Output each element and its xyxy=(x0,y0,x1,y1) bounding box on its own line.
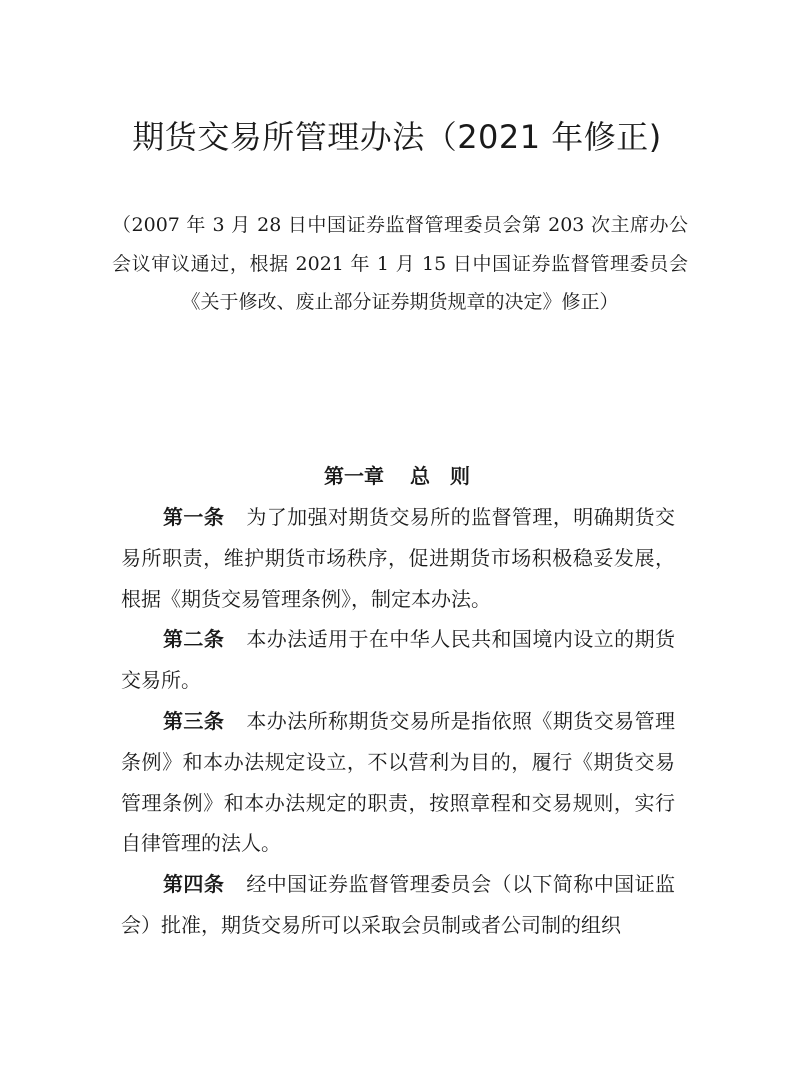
article-2 xyxy=(121,619,675,701)
document-subtitle: （2007 年 3 月 28 日中国证券监督管理委员会第 203 次主席办公会议审议通过，根据 2021 年 1 月 15 日中国证券监督管理委员会《关于修改、废止部分证券期货规章的决定》修正） xyxy=(112,214,688,313)
article-number: 第四条 xyxy=(163,872,225,897)
article-3 xyxy=(121,701,675,864)
article-4 xyxy=(121,864,675,946)
article-number: 第二条 xyxy=(163,627,225,652)
article-text: 本办法所称期货交易所是指依照《期货交易管理条例》和本办法规定设立，不以营利为目的，履行《期货交易管理条例》和本办法规定的职责，按照章程和交易规则，实行自律管理的法人。 xyxy=(121,708,676,856)
article-number: 第一条 xyxy=(163,505,225,529)
document-body xyxy=(121,497,675,946)
document-title: 期货交易所管理办法（2021 年修正) xyxy=(132,118,662,156)
article-1 xyxy=(121,497,675,619)
chapter-name: 总 则 xyxy=(410,464,470,488)
article-text: 为了加强对期货交易所的监督管理，明确期货交易所职责，维护期货市场秩序，促进期货市场积极稳妥发展，根据《期货交易管理条例》，制定本办法。 xyxy=(121,505,676,611)
chapter-heading xyxy=(0,458,794,494)
article-text: 经中国证券监督管理委员会（以下简称中国证监会）批准，期货交易所可以采取会员制或者公司制的组织 xyxy=(121,872,676,937)
article-text: 本办法适用于在中华人民共和国境内设立的期货交易所。 xyxy=(121,627,676,693)
chapter-number: 第一章 xyxy=(324,464,384,488)
article-number: 第三条 xyxy=(163,708,225,733)
